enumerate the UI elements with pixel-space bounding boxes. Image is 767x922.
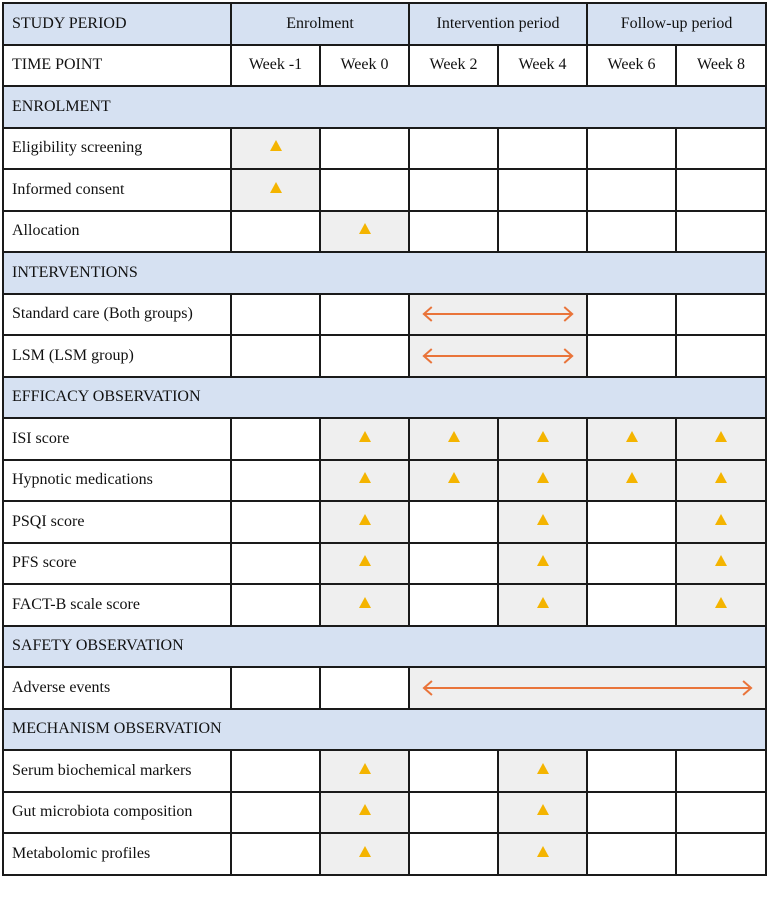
empty-cell [587,750,676,792]
triangle-marker-icon [359,763,371,774]
row-metabolomic-profiles [3,833,766,875]
empty-cell [231,750,320,792]
row-eligibility-screening [3,128,766,170]
marked-cell [498,501,587,543]
section-interventions [3,252,766,294]
marked-cell [676,543,766,585]
empty-cell [231,460,320,502]
row-lsm-lsm-group [3,335,766,377]
double-arrow-icon [410,678,765,698]
triangle-marker-icon [715,431,727,442]
empty-cell [676,792,766,834]
empty-cell [676,294,766,336]
empty-cell [409,792,498,834]
triangle-marker-icon [715,555,727,566]
triangle-marker-icon [448,431,460,442]
row-label: Standard care (Both groups) [3,294,231,336]
marked-cell [676,501,766,543]
period-enrolment: Enrolment [231,3,409,45]
time-point-week-8: Week 8 [676,45,766,87]
section-efficacy-observation [3,377,766,419]
marked-cell [320,501,409,543]
empty-cell [320,667,409,709]
row-label: Serum biochemical markers [3,750,231,792]
marked-cell [498,584,587,626]
section-title: INTERVENTIONS [3,252,766,294]
empty-cell [587,211,676,253]
marked-cell [498,833,587,875]
empty-cell [676,211,766,253]
empty-cell [231,792,320,834]
empty-cell [231,543,320,585]
empty-cell [320,128,409,170]
marked-cell [320,543,409,585]
marked-cell [587,460,676,502]
row-label: PFS score [3,543,231,585]
marked-cell [320,460,409,502]
empty-cell [587,169,676,211]
row-label: FACT-B scale score [3,584,231,626]
empty-cell [498,128,587,170]
row-pfs-score [3,543,766,585]
study-period-label: STUDY PERIOD [3,3,231,45]
row-fact-b-scale-score [3,584,766,626]
row-label: LSM (LSM group) [3,335,231,377]
empty-cell [676,750,766,792]
triangle-marker-icon [626,431,638,442]
row-label: Eligibility screening [3,128,231,170]
empty-cell [231,211,320,253]
section-mechanism-observation [3,709,766,751]
row-informed-consent [3,169,766,211]
marked-cell [498,792,587,834]
row-isi-score [3,418,766,460]
section-title: SAFETY OBSERVATION [3,626,766,668]
time-point-week-6: Week 6 [587,45,676,87]
triangle-marker-icon [626,472,638,483]
duration-cell [409,667,766,709]
triangle-marker-icon [537,846,549,857]
marked-cell [498,543,587,585]
empty-cell [409,833,498,875]
time-point-row [3,45,766,87]
empty-cell [587,335,676,377]
triangle-marker-icon [448,472,460,483]
section-enrolment [3,86,766,128]
triangle-marker-icon [359,431,371,442]
empty-cell [676,169,766,211]
row-label: Allocation [3,211,231,253]
triangle-marker-icon [715,597,727,608]
marked-cell [409,460,498,502]
empty-cell [231,584,320,626]
triangle-marker-icon [359,846,371,857]
row-label: Hypnotic medications [3,460,231,502]
empty-cell [231,667,320,709]
triangle-marker-icon [537,763,549,774]
empty-cell [231,335,320,377]
section-title: MECHANISM OBSERVATION [3,709,766,751]
empty-cell [498,169,587,211]
triangle-marker-icon [359,555,371,566]
marked-cell [498,460,587,502]
empty-cell [587,501,676,543]
triangle-marker-icon [715,472,727,483]
row-hypnotic-medications [3,460,766,502]
empty-cell [587,543,676,585]
triangle-marker-icon [270,140,282,151]
row-label: Adverse events [3,667,231,709]
empty-cell [409,211,498,253]
triangle-marker-icon [537,472,549,483]
marked-cell [676,418,766,460]
triangle-marker-icon [537,431,549,442]
marked-cell [587,418,676,460]
empty-cell [587,128,676,170]
empty-cell [676,833,766,875]
marked-cell [320,211,409,253]
empty-cell [320,335,409,377]
empty-cell [409,584,498,626]
empty-cell [587,792,676,834]
period-intervention: Intervention period [409,3,587,45]
triangle-marker-icon [537,597,549,608]
empty-cell [676,335,766,377]
row-gut-microbiota-composition [3,792,766,834]
row-serum-biochemical-markers [3,750,766,792]
section-title: ENROLMENT [3,86,766,128]
row-adverse-events [3,667,766,709]
time-point-week-minus-1: Week -1 [231,45,320,87]
marked-cell [498,750,587,792]
duration-cell [409,294,587,336]
marked-cell [320,833,409,875]
schedule-body [3,3,766,875]
marked-cell [409,418,498,460]
marked-cell [498,418,587,460]
row-psqi-score [3,501,766,543]
time-point-week-2: Week 2 [409,45,498,87]
study-schedule-table [2,2,767,876]
triangle-marker-icon [537,514,549,525]
time-point-label: TIME POINT [3,45,231,87]
empty-cell [498,211,587,253]
row-label: ISI score [3,418,231,460]
triangle-marker-icon [270,182,282,193]
empty-cell [231,833,320,875]
empty-cell [320,169,409,211]
empty-cell [587,584,676,626]
marked-cell [231,169,320,211]
row-label: Gut microbiota composition [3,792,231,834]
marked-cell [320,418,409,460]
row-label: Informed consent [3,169,231,211]
double-arrow-icon [410,304,586,324]
marked-cell [231,128,320,170]
empty-cell [676,128,766,170]
empty-cell [409,750,498,792]
row-label: Metabolomic profiles [3,833,231,875]
empty-cell [409,501,498,543]
time-point-week-4: Week 4 [498,45,587,87]
empty-cell [231,501,320,543]
triangle-marker-icon [537,555,549,566]
row-allocation [3,211,766,253]
row-standard-care-both-groups [3,294,766,336]
section-safety-observation [3,626,766,668]
study-period-row [3,3,766,45]
marked-cell [320,584,409,626]
triangle-marker-icon [359,472,371,483]
triangle-marker-icon [359,804,371,815]
marked-cell [676,584,766,626]
section-title: EFFICACY OBSERVATION [3,377,766,419]
triangle-marker-icon [359,223,371,234]
marked-cell [676,460,766,502]
marked-cell [320,792,409,834]
row-label: PSQI score [3,501,231,543]
empty-cell [409,543,498,585]
empty-cell [587,294,676,336]
empty-cell [320,294,409,336]
empty-cell [231,294,320,336]
triangle-marker-icon [537,804,549,815]
empty-cell [231,418,320,460]
duration-cell [409,335,587,377]
empty-cell [587,833,676,875]
triangle-marker-icon [359,597,371,608]
triangle-marker-icon [715,514,727,525]
period-follow-up: Follow-up period [587,3,766,45]
empty-cell [409,128,498,170]
triangle-marker-icon [359,514,371,525]
double-arrow-icon [410,346,586,366]
marked-cell [320,750,409,792]
empty-cell [409,169,498,211]
time-point-week-0: Week 0 [320,45,409,87]
